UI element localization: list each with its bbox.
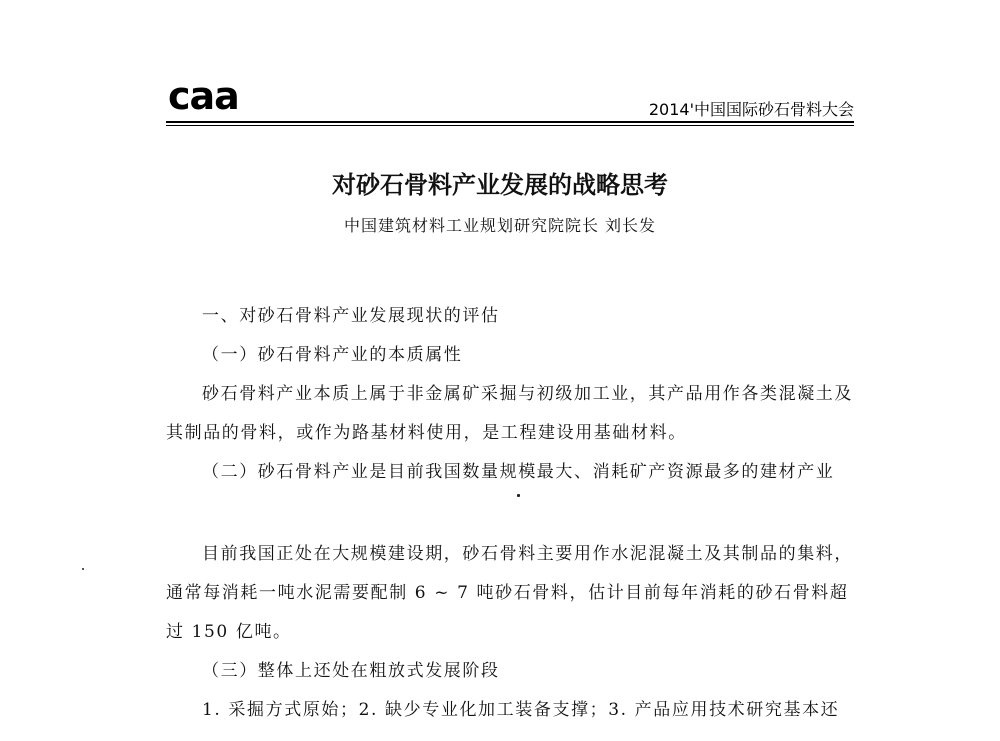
scan-speck xyxy=(517,494,520,497)
paragraph-1: 砂石骨料产业本质上属于非金属矿采掘与初级加工业，其产品用作各类混凝土及其制品的骨料，或作为路基材料使用，是工程建设用基础材料。 xyxy=(166,384,853,443)
subsection-heading-1: （一）砂石骨料产业的本质属性 xyxy=(202,345,463,365)
subsection-heading-2: （二）砂石骨料产业是目前我国数量规模最大、消耗矿产资源最多的建材产业 xyxy=(202,462,835,482)
paragraph-3: 1. 采掘方式原始；2. 缺少专业化加工装备支撑；3. 产品应用技术研究基本还 xyxy=(202,700,840,720)
article-title: 对砂石骨料产业发展的战略思考 xyxy=(332,171,668,199)
header-rule-thick xyxy=(166,121,854,123)
header-rule-thin xyxy=(166,125,854,126)
scan-speck xyxy=(82,568,84,570)
conference-name: 2014'中国国际砂石骨料大会 xyxy=(648,100,854,119)
subsection-heading-3: （三）整体上还处在粗放式发展阶段 xyxy=(202,661,500,681)
article-author: 中国建筑材料工业规划研究院院长 刘长发 xyxy=(343,216,657,235)
section-heading-1: 一、对砂石骨料产业发展现状的评估 xyxy=(202,306,500,326)
caa-logo: caa xyxy=(168,74,239,118)
paragraph-2: 目前我国正处在大规模建设期，砂石骨料主要用作水泥混凝土及其制品的集料，通常每消耗一吨水泥需要配制 6 ~ 7 吨砂石骨料，估计目前每年消耗的砂石骨料超过 150 亿吨。 xyxy=(166,544,853,642)
